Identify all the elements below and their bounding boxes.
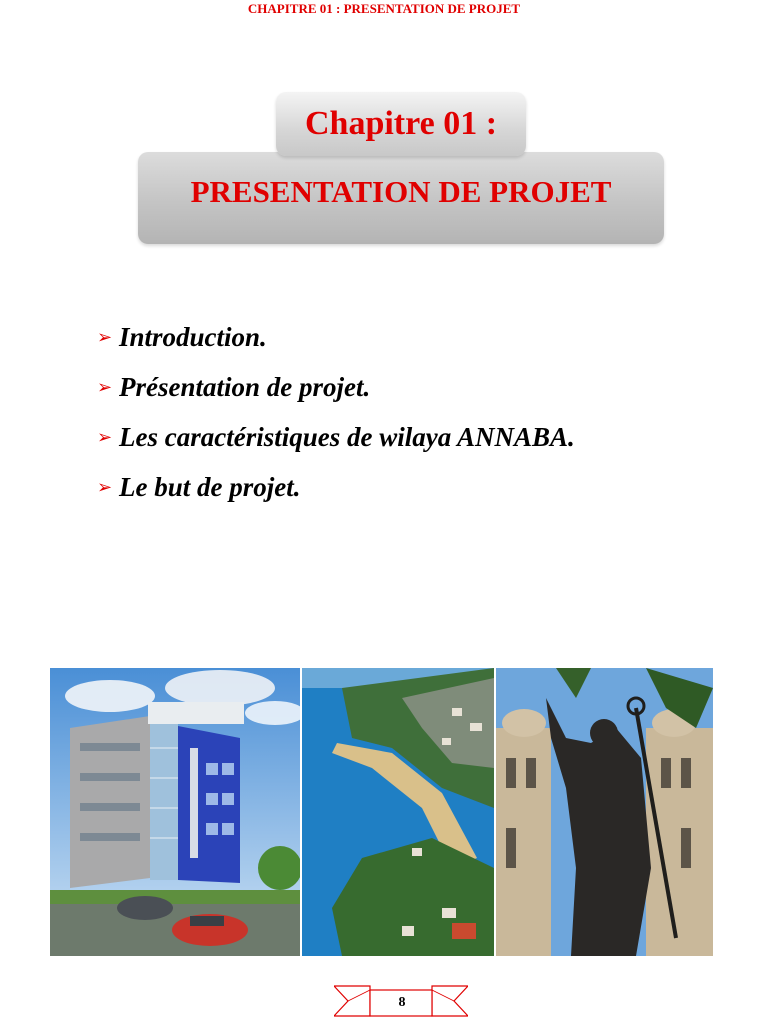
outline-item	[97, 312, 575, 362]
outline-item-text: Présentation de projet.	[119, 371, 371, 402]
outline-item	[97, 362, 575, 412]
chapter-number-label: Chapitre 01 :	[304, 105, 498, 142]
statue-photo	[496, 668, 713, 956]
chapter-title: PRESENTATION DE PROJET	[190, 174, 612, 209]
coast-photo	[302, 668, 494, 956]
arrow-bullet-icon: ➢	[97, 376, 113, 397]
outline-item-text: Les caractéristiques de wilaya ANNABA.	[119, 421, 575, 452]
outline-item	[97, 412, 575, 462]
chapter-outline	[97, 312, 575, 512]
outline-item-text: Le but de projet.	[119, 471, 301, 502]
building-photo	[50, 668, 300, 956]
arrow-bullet-icon: ➢	[97, 326, 113, 347]
arrow-bullet-icon: ➢	[97, 476, 113, 497]
photo-strip	[50, 668, 713, 956]
chapter-number-box	[276, 92, 526, 156]
page-number: 8	[398, 995, 406, 1010]
arrow-bullet-icon: ➢	[97, 426, 113, 447]
outline-item-text: Introduction.	[119, 321, 267, 352]
running-header: CHAPITRE 01 : PRESENTATION DE PROJET	[247, 1, 521, 16]
chapter-title-box	[138, 152, 664, 244]
outline-item	[97, 462, 575, 512]
